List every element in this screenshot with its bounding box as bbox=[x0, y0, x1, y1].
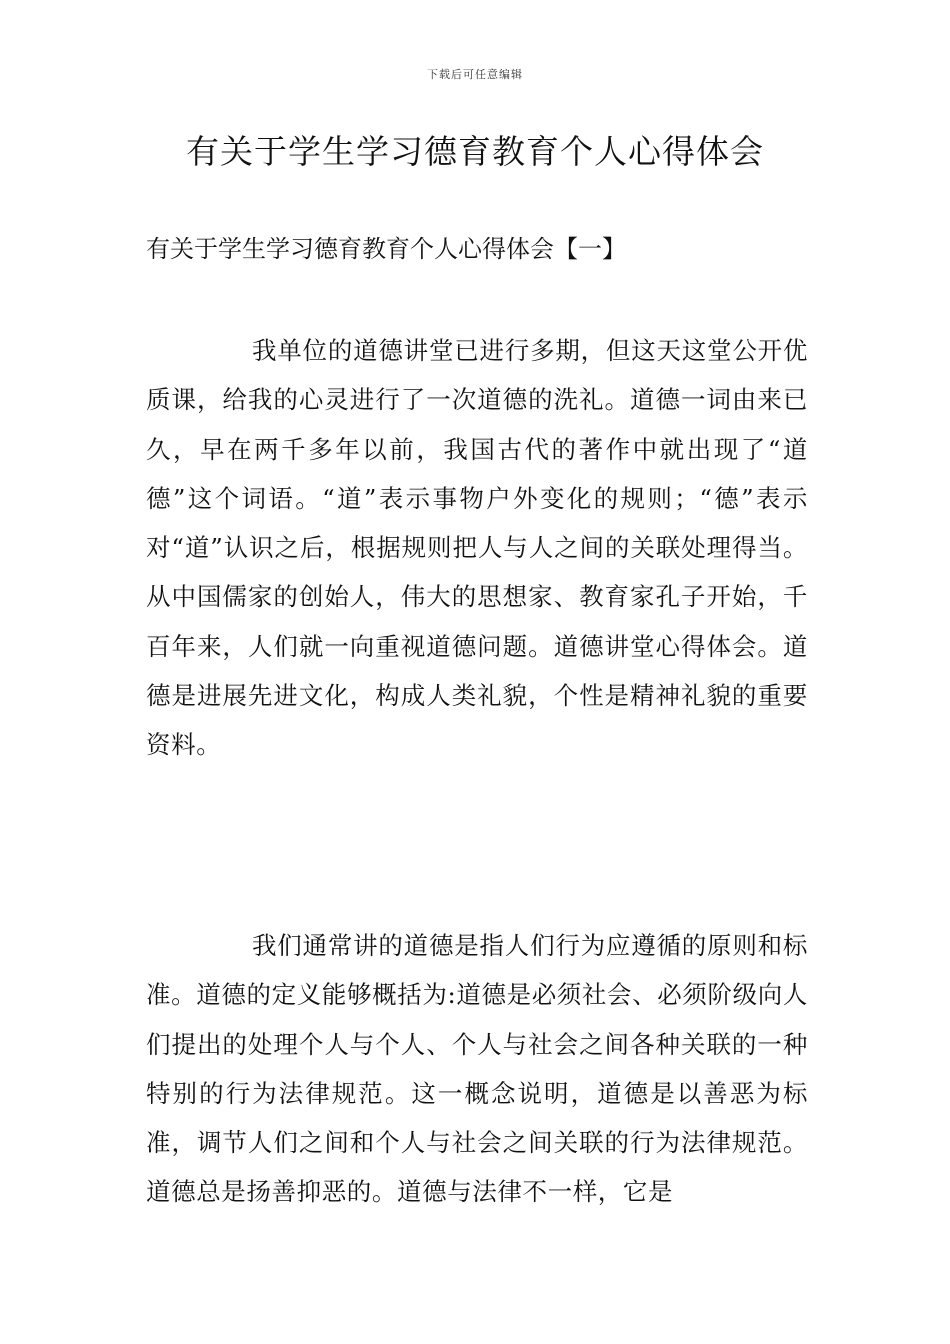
paragraph-1: 我单位的道德讲堂已进行多期，但这天这堂公开优质课，给我的心灵进行了一次道德的洗礼。道德一词由来已久，早在两千多年以前，我国古代的著作中就出现了“道德”这个词语。“道”表示事物户外变化的规则；“德”表示对“道”认识之后，根据规则把人与人之间的关联处理得当。从中国儒家的创始人，伟大的思想家、教育家孔子开始，千百年来，人们就一向重视道德问题。道德讲堂心得体会。道德是进展先进文化，构成人类礼貌，个性是精神礼貌的重要资料。 bbox=[146, 336, 808, 760]
document-title: 有关于学生学习德育教育个人心得体会 bbox=[186, 132, 764, 171]
section-heading: 有关于学生学习德育教育个人心得体会【一】 bbox=[146, 235, 626, 263]
header-note: 下载后可任意编辑 bbox=[427, 68, 523, 81]
paragraph-2: 我们通常讲的道德是指人们行为应遵循的原则和标准。道德的定义能够概括为:道德是必须社会、必须阶级向人们提出的处理个人与个人、个人与社会之间各种关联的一种特别的行为法律规范。这一概念说明，道德是以善恶为标准，调节人们之间和个人与社会之间关联的行为法律规范。道德总是扬善抑恶的。道德与法律不一样，它是 bbox=[146, 931, 808, 1207]
